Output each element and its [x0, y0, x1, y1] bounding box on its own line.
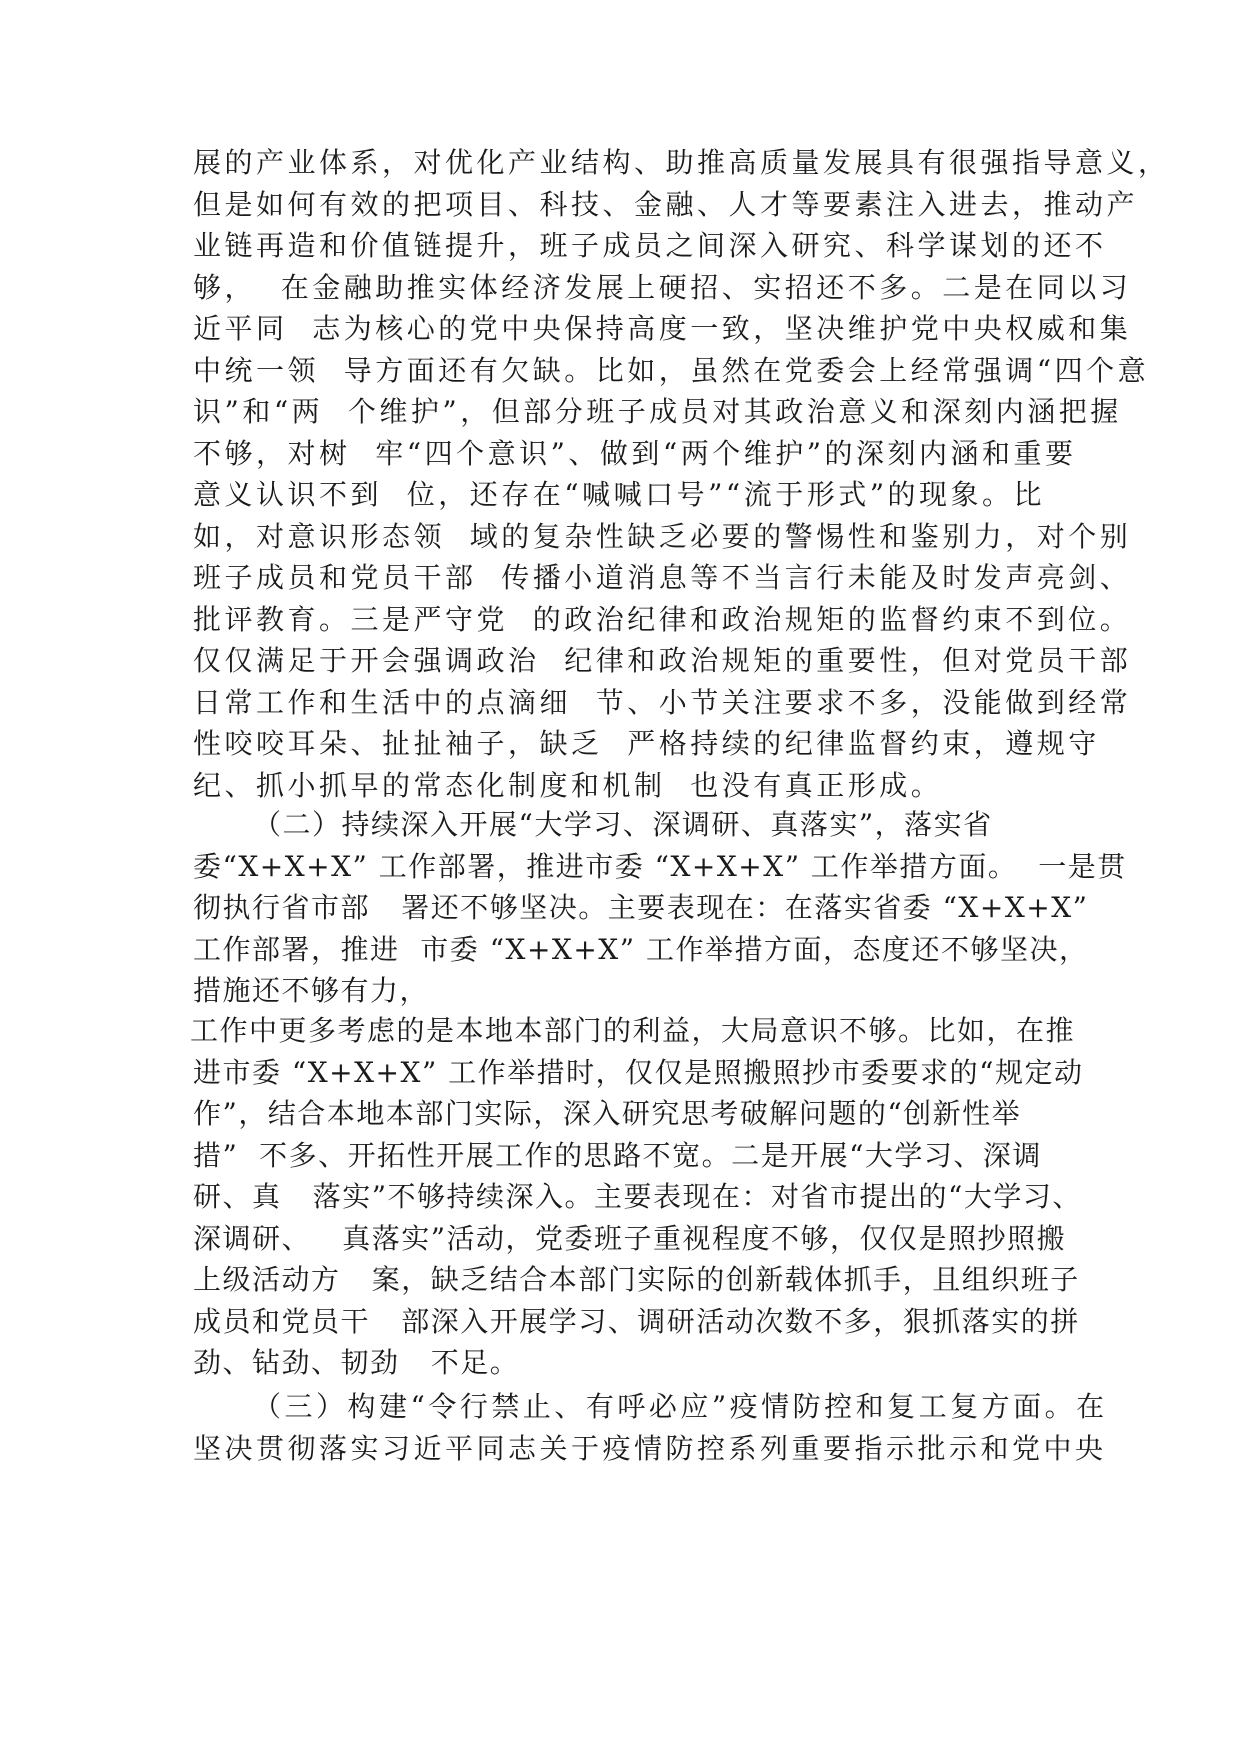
- text-line: 识”和“两 个维护”，但部分班子成员对其政治意义和深刻内涵把握: [193, 395, 1122, 428]
- text-line: 坚决贯彻落实习近平同志关于疫情防控系列重要指示批示和党中央: [193, 1431, 1107, 1465]
- text-line: 不够，对树 牢“四个意识”、做到“两个维护”的深刻内涵和重要: [193, 436, 1077, 470]
- section-2-heading-paragraph: [193, 804, 1127, 1012]
- text-line: 措施还不够有力，: [193, 974, 430, 1007]
- text-line: 进市委 “X+X+X” 工作举措时，仅仅是照搬照抄市委要求的“规定动: [193, 1055, 1084, 1089]
- text-line: 意义认识不到 位，还存在“喊喊口号”“流于形式”的现象。比: [193, 478, 1046, 511]
- text-line: 措” 不多、开拓性开展工作的思路不宽。二是开展“大学习、深调: [193, 1138, 1042, 1172]
- section-2-heading: （二）持续深入开展“大学习、深调研、真落实”，落实省: [253, 808, 993, 841]
- text-line: 展的产业体系，对优化产业结构、助推高质量发展具有很强指导意义，: [193, 146, 1170, 179]
- text-line: 但是如何有效的把项目、科技、金融、人才等要素注入进去，推动产: [193, 187, 1139, 221]
- text-line: 研、真 落实”不够持续深入。主要表现在：对省市提出的“大学习、: [193, 1180, 1082, 1213]
- text-line: 中统一领 导方面还有欠缺。比如，虽然在党委会上经常强调“四个意: [193, 353, 1150, 387]
- section-3-paragraph: [193, 1386, 1108, 1469]
- text-line: 委“X+X+X” 工作部署，推进市委 “X+X+X” 工作举措方面。 一是贯: [193, 849, 1127, 883]
- text-line: 如，对意识形态领 域的复杂性缺乏必要的警惕性和鉴别力，对个别: [193, 519, 1132, 553]
- text-line: 成员和党员干 部深入开展学习、调研活动次数不多，狠抓落实的拼: [193, 1304, 1080, 1338]
- paragraph-political-discipline: [193, 142, 1170, 806]
- text-line: 深调研、 真落实”活动，党委班子重视程度不够，仅仅是照抄照搬: [193, 1221, 1067, 1255]
- text-line: 劲、钻劲、韧劲 不足。: [193, 1346, 520, 1379]
- text-line: 性咬咬耳朵、扯扯袖子，缺乏 严格持续的纪律监督约束，遵规守: [193, 727, 1100, 760]
- text-line: 够， 在金融助推实体经济发展上硬招、实招还不多。二是在同以习: [193, 270, 1132, 304]
- text-line: 业链再造和价值链提升，班子成员之间深入研究、科学谋划的还不: [193, 229, 1107, 262]
- text-line: 彻执行省市部 署还不够坚决。主要表现在：在落实省委 “X+X+X”: [193, 891, 1089, 924]
- text-line: 上级活动方 案，缺乏结合本部门实际的创新载体抓手，且组织班子: [193, 1263, 1080, 1296]
- text-line: 日常工作和生活中的点滴细 节、小节关注要求不多，没能做到经常: [193, 685, 1132, 719]
- text-line: 班子成员和党员干部 传播小道消息等不当言行未能及时发声亮剑、: [193, 561, 1132, 594]
- text-line: 纪、抓小抓早的常态化制度和机制 也没有真正形成。: [193, 768, 943, 802]
- text-line: 仅仅满足于开会强调政治 纪律和政治规矩的重要性，但对党员干部: [193, 644, 1132, 677]
- text-line: 批评教育。三是严守党 的政治纪律和政治规矩的监督约束不到位。: [193, 602, 1132, 636]
- text-line: 工作部署，推进 市委 “X+X+X” 工作举措方面，态度还不够坚决，: [193, 932, 1089, 966]
- text-line: 作”，结合本地本部门实际，深入研究思考破解问题的“创新性举: [193, 1097, 1022, 1130]
- section-3-heading: （三）构建“令行禁止、有呼必应”疫情防控和复工复方面。在: [253, 1390, 1108, 1423]
- section-2-body-paragraph: [190, 1010, 1084, 1384]
- text-line: 工作中更多考虑的是本地本部门的利益，大局意识不够。比如，在推: [190, 1014, 1076, 1047]
- text-line: 近平同 志为核心的党中央保持高度一致，坚决维护党中央权威和集: [193, 312, 1132, 345]
